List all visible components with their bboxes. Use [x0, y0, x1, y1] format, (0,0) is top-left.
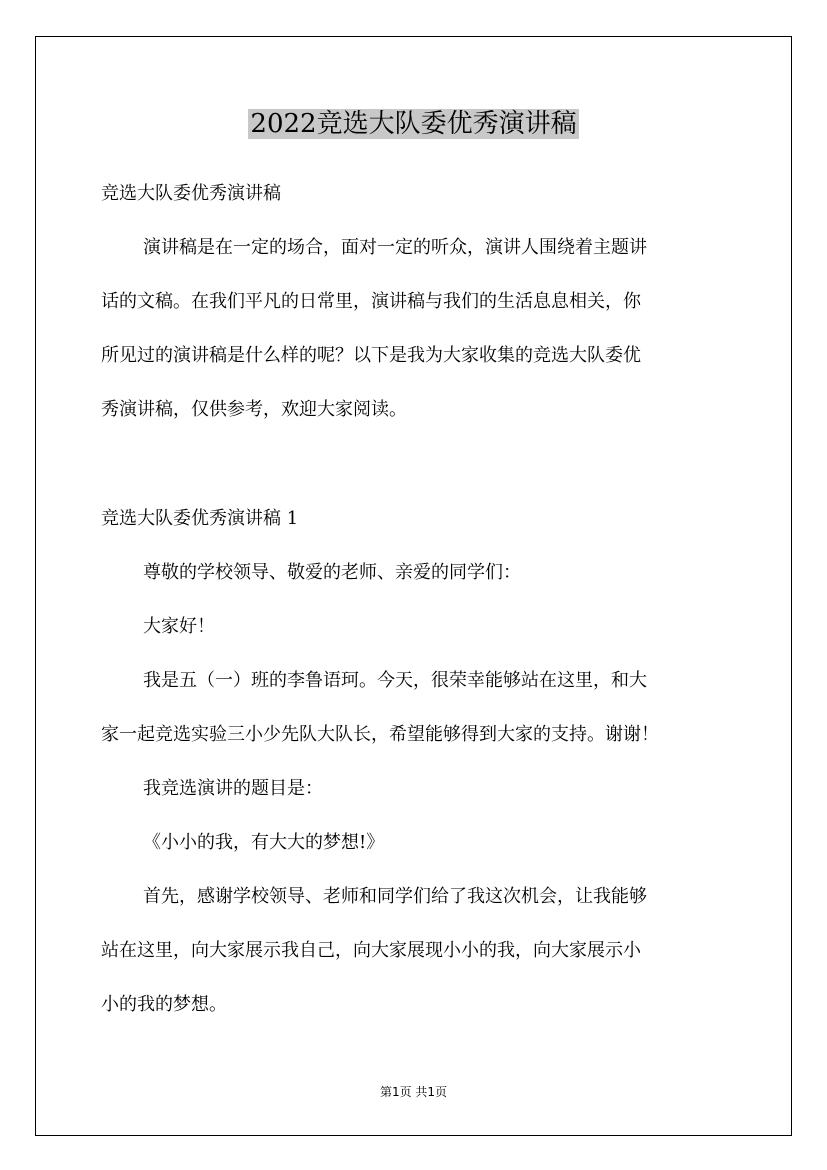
paragraph-line: 尊敬的学校领导、敬爱的老师、亲爱的同学们： — [143, 562, 521, 583]
page-footer: 第1页 共1页 — [379, 1085, 448, 1099]
paragraph-line: 所见过的演讲稿是什么样的呢？以下是我为大家收集的竞选大队委优 — [101, 345, 641, 366]
document-title-container — [0, 104, 827, 144]
section-heading: 竞选大队委优秀演讲稿 1 — [101, 508, 299, 529]
paragraph-line: 小的我的梦想。 — [101, 994, 227, 1015]
paragraph-line: 大家好！ — [143, 616, 215, 637]
paragraph-line: 我竞选演讲的题目是： — [143, 778, 323, 799]
paragraph-line: 首先，感谢学校领导、老师和同学们给了我这次机会，让我能够 — [143, 886, 647, 907]
paragraph-line: 家一起竞选实验三小少先队大队长，希望能够得到大家的支持。谢谢！ — [101, 724, 659, 745]
paragraph-line: 演讲稿是在一定的场合，面对一定的听众，演讲人围绕着主题讲 — [143, 237, 647, 258]
document-title: 2022竞选大队委优秀演讲稿 — [250, 109, 577, 139]
paragraph-line: 秀演讲稿，仅供参考，欢迎大家阅读。 — [101, 399, 407, 420]
paragraph-line: 话的文稿。在我们平凡的日常里，演讲稿与我们的生活息息相关，你 — [101, 291, 641, 312]
document-subtitle: 竞选大队委优秀演讲稿 — [101, 183, 281, 204]
paragraph-line: 站在这里，向大家展示我自己，向大家展现小小的我，向大家展示小 — [101, 940, 641, 961]
paragraph-line: 我是五（一）班的李鲁语珂。今天，很荣幸能够站在这里，和大 — [143, 670, 647, 691]
paragraph-line: 《小小的我，有大大的梦想!》 — [143, 832, 385, 853]
